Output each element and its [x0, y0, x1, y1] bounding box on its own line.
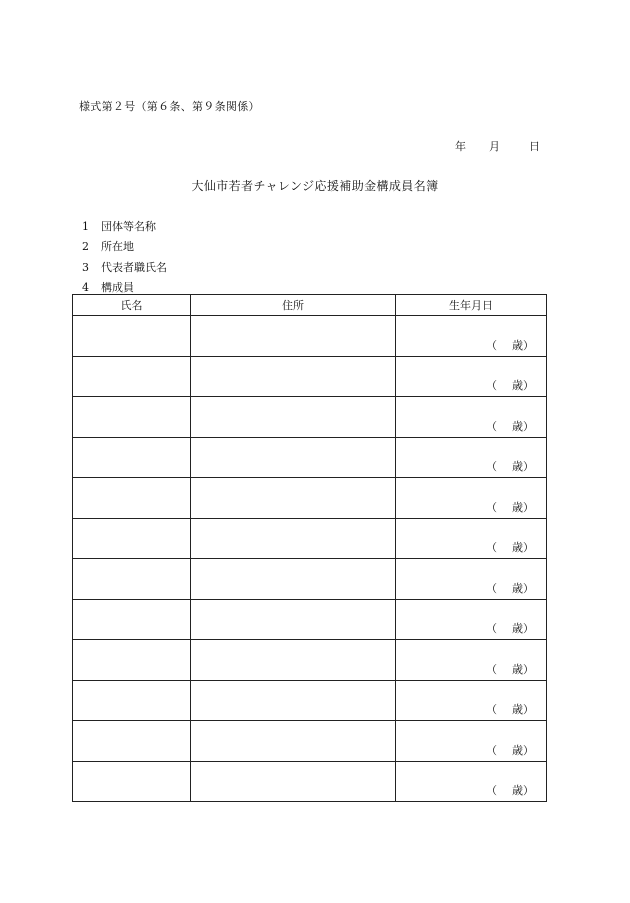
- age-suffix: 歳）: [512, 784, 534, 797]
- item-number: 1: [82, 220, 89, 233]
- member-birthdate-cell[interactable]: [396, 680, 547, 721]
- member-birthdate-cell[interactable]: [396, 316, 547, 357]
- table-row: [73, 721, 547, 762]
- member-birthdate-cell[interactable]: [396, 721, 547, 762]
- member-birthdate-cell[interactable]: [396, 559, 547, 600]
- table-row: [73, 478, 547, 519]
- age-field: [486, 661, 534, 677]
- member-address-cell[interactable]: [191, 559, 396, 600]
- age-suffix: 歳）: [512, 743, 534, 757]
- table-row: [73, 356, 547, 397]
- age-open-paren: （: [486, 581, 497, 595]
- item-label: 所在地: [101, 240, 134, 254]
- age-open-paren: （: [486, 703, 497, 716]
- table-row: [73, 437, 547, 478]
- member-address-cell[interactable]: [191, 356, 396, 397]
- item-number: 2: [82, 240, 89, 254]
- member-name-cell[interactable]: [73, 640, 191, 681]
- table-row: [73, 680, 547, 721]
- age-field: [486, 337, 534, 353]
- member-birthdate-cell[interactable]: [396, 518, 547, 559]
- date-day-label: 日: [529, 140, 540, 153]
- member-address-cell[interactable]: [191, 478, 396, 519]
- member-birthdate-cell[interactable]: [396, 397, 547, 438]
- member-birthdate-cell[interactable]: [396, 437, 547, 478]
- member-address-cell[interactable]: [191, 397, 396, 438]
- age-suffix: 歳）: [512, 419, 534, 433]
- document-title: 大仙市若者チャレンジ応援補助金構成員名簿: [191, 179, 439, 193]
- item-list: [82, 217, 167, 298]
- table-row: [73, 518, 547, 559]
- member-address-cell[interactable]: [191, 599, 396, 640]
- member-address-cell[interactable]: [191, 680, 396, 721]
- item-label: 構成員: [101, 280, 134, 294]
- members-table: [72, 294, 547, 802]
- age-open-paren: （: [486, 662, 497, 676]
- age-suffix: 歳）: [512, 622, 534, 635]
- member-birthdate-cell[interactable]: [396, 640, 547, 681]
- age-open-paren: （: [486, 743, 497, 757]
- age-suffix: 歳）: [512, 379, 534, 392]
- member-address-cell[interactable]: [191, 518, 396, 559]
- member-address-cell[interactable]: [191, 761, 396, 802]
- member-address-cell[interactable]: [191, 437, 396, 478]
- item-label: 団体等名称: [101, 220, 156, 233]
- member-address-cell[interactable]: [191, 721, 396, 762]
- member-address-cell[interactable]: [191, 640, 396, 681]
- member-name-cell[interactable]: [73, 437, 191, 478]
- table-row: [73, 316, 547, 357]
- header-birthdate: 生年月日: [396, 295, 547, 316]
- age-field: [486, 620, 534, 636]
- age-suffix: 歳）: [512, 500, 534, 514]
- age-open-paren: （: [486, 500, 497, 514]
- age-open-paren: （: [486, 460, 497, 473]
- age-open-paren: （: [486, 419, 497, 433]
- member-address-cell[interactable]: [191, 316, 396, 357]
- date-month-label: 月: [489, 140, 500, 153]
- age-suffix: 歳）: [512, 338, 534, 352]
- age-suffix: 歳）: [512, 703, 534, 716]
- member-birthdate-cell[interactable]: [396, 761, 547, 802]
- member-name-cell[interactable]: [73, 721, 191, 762]
- item-address: [82, 237, 167, 257]
- age-field: [486, 418, 534, 434]
- age-open-paren: （: [486, 541, 497, 554]
- item-label: 代表者職氏名: [101, 260, 167, 274]
- member-name-cell[interactable]: [73, 761, 191, 802]
- date-line: [455, 138, 540, 154]
- date-year-label: 年: [455, 140, 466, 153]
- item-number: 3: [82, 260, 89, 274]
- table-header-row: [73, 295, 547, 316]
- age-suffix: 歳）: [512, 581, 534, 595]
- item-number: 4: [82, 280, 89, 294]
- age-suffix: 歳）: [512, 460, 534, 473]
- member-name-cell[interactable]: [73, 478, 191, 519]
- member-name-cell[interactable]: [73, 518, 191, 559]
- header-name: 氏名: [73, 295, 191, 316]
- member-name-cell[interactable]: [73, 356, 191, 397]
- age-open-paren: （: [486, 784, 497, 797]
- table-row: [73, 761, 547, 802]
- member-birthdate-cell[interactable]: [396, 599, 547, 640]
- header-address: 住所: [191, 295, 396, 316]
- age-suffix: 歳）: [512, 662, 534, 676]
- item-organization-name: [82, 217, 167, 237]
- age-field: [486, 742, 534, 758]
- member-name-cell[interactable]: [73, 559, 191, 600]
- member-birthdate-cell[interactable]: [396, 478, 547, 519]
- form-number: 様式第２号（第６条、第９条関係）: [79, 100, 260, 113]
- table-row: [73, 640, 547, 681]
- member-birthdate-cell[interactable]: [396, 356, 547, 397]
- age-field: [486, 377, 534, 393]
- member-name-cell[interactable]: [73, 397, 191, 438]
- age-field: [486, 458, 534, 474]
- age-open-paren: （: [486, 338, 497, 352]
- member-name-cell[interactable]: [73, 680, 191, 721]
- member-name-cell[interactable]: [73, 316, 191, 357]
- item-representative: [82, 258, 167, 278]
- table-row: [73, 397, 547, 438]
- age-field: [486, 782, 534, 798]
- age-field: [486, 701, 534, 717]
- age-open-paren: （: [486, 622, 497, 635]
- age-field: [486, 580, 534, 596]
- age-field: [486, 499, 534, 515]
- age-suffix: 歳）: [512, 541, 534, 554]
- table-row: [73, 599, 547, 640]
- table-row: [73, 559, 547, 600]
- age-field: [486, 539, 534, 555]
- age-open-paren: （: [486, 379, 497, 392]
- member-name-cell[interactable]: [73, 599, 191, 640]
